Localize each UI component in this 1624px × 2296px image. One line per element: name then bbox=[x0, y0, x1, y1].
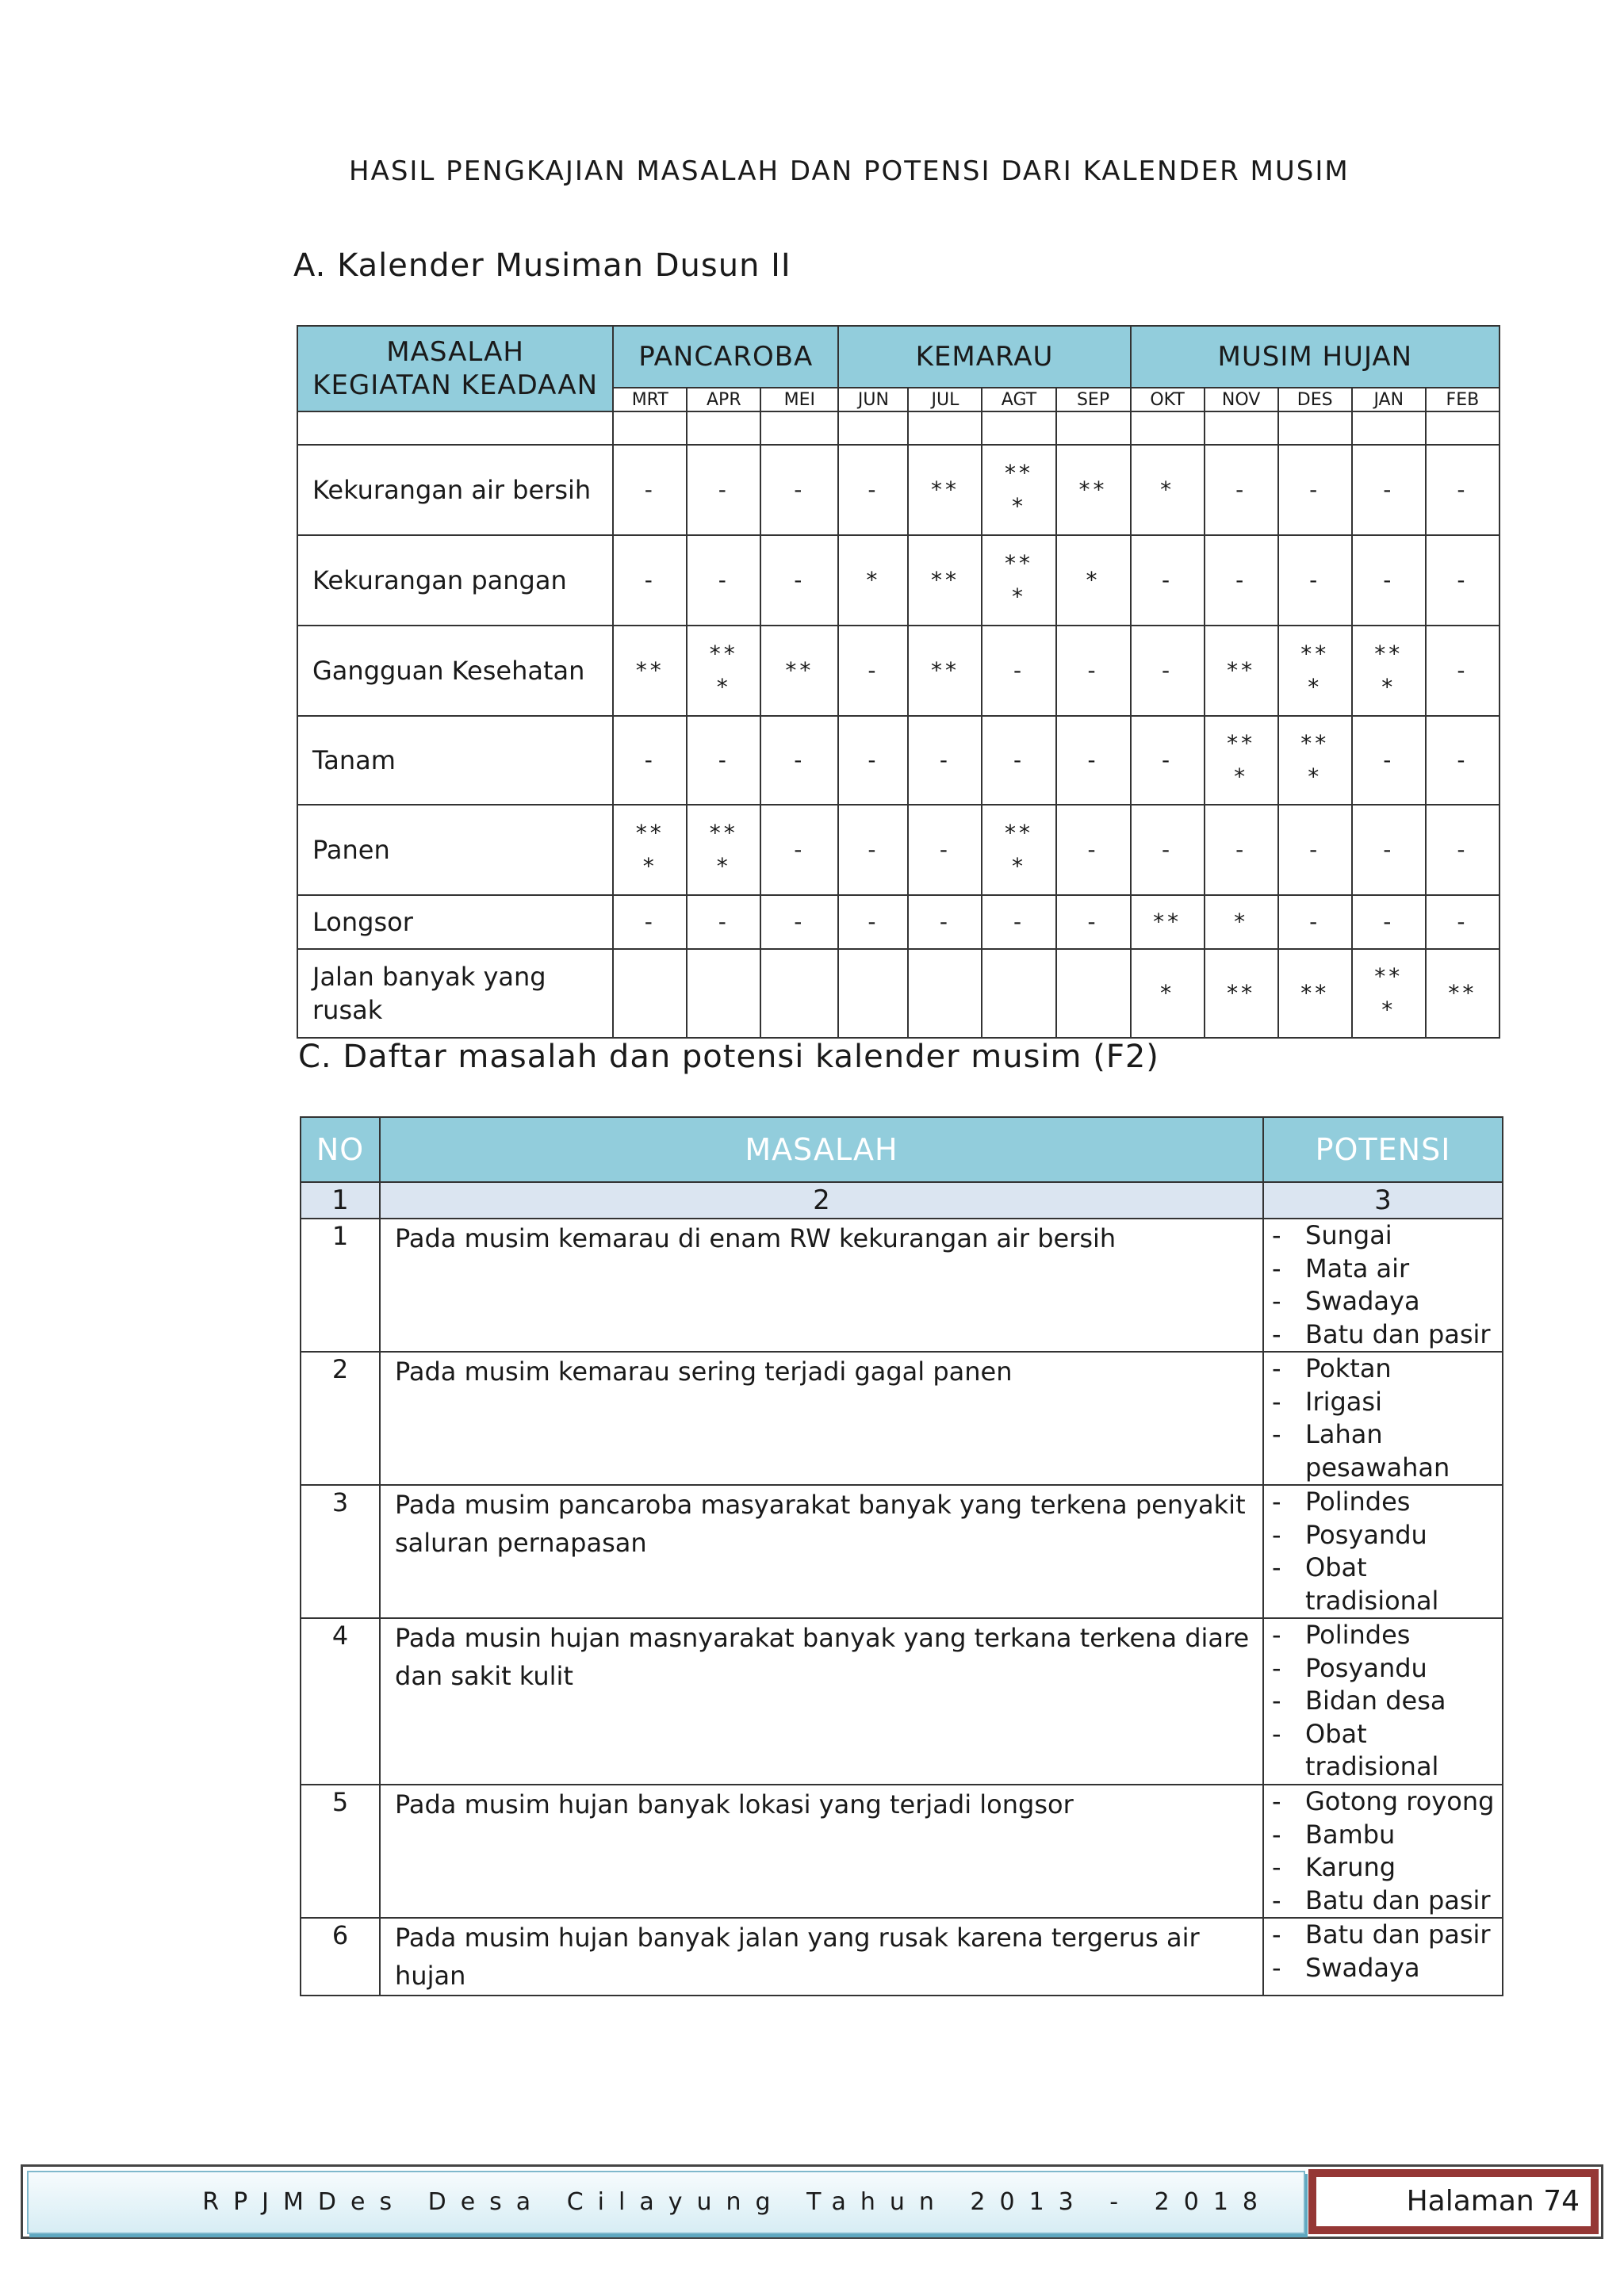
month-agt: AGT bbox=[982, 388, 1055, 411]
empty-cell bbox=[760, 411, 838, 445]
potential-list-cell bbox=[1263, 1352, 1503, 1485]
calendar-cell: - bbox=[1278, 805, 1352, 895]
dash-bullet: - bbox=[1272, 1686, 1281, 1716]
dash-bullet: - bbox=[1272, 1220, 1281, 1250]
calendar-row bbox=[297, 805, 1500, 895]
dash-bullet: - bbox=[1272, 1718, 1281, 1749]
calendar-cell: - bbox=[613, 716, 687, 805]
potential-list-cell bbox=[1263, 1618, 1503, 1785]
calendar-cell: - bbox=[1056, 805, 1131, 895]
problem-text: Pada musim pancaroba masyarakat banyak yang terkena penyakit saluran pernapasan bbox=[380, 1485, 1263, 1618]
calendar-cell: - bbox=[1426, 805, 1500, 895]
empty-cell bbox=[838, 411, 908, 445]
calendar-cell: - bbox=[982, 626, 1055, 716]
problem-no: 1 bbox=[301, 1219, 380, 1352]
calendar-row bbox=[297, 445, 1500, 535]
calendar-cell: - bbox=[1056, 626, 1131, 716]
potential-item bbox=[1272, 1885, 1502, 1918]
calendar-cell: - bbox=[760, 716, 838, 805]
calendar-cell: - bbox=[1352, 805, 1426, 895]
month-mrt: MRT bbox=[613, 388, 687, 411]
calendar-cell: - bbox=[613, 445, 687, 535]
dash-bullet: - bbox=[1272, 1353, 1281, 1383]
calendar-cell: - bbox=[1131, 626, 1205, 716]
calendar-cell: - bbox=[1426, 535, 1500, 626]
calendar-cell: - bbox=[760, 445, 838, 535]
footer-text: RPJMDes Desa Cilayung Tahun 2013 - 2018 bbox=[202, 2188, 1272, 2216]
empty-cell bbox=[1131, 411, 1205, 445]
dash-bullet: - bbox=[1272, 1386, 1281, 1417]
dash-bullet: - bbox=[1272, 1519, 1281, 1550]
season-kemarau: KEMARAU bbox=[838, 326, 1130, 388]
potential-item-text: Gotong royong bbox=[1305, 1786, 1495, 1816]
calendar-row bbox=[297, 949, 1500, 1038]
calendar-cell: * bbox=[1205, 895, 1278, 949]
calendar-cell: - bbox=[1426, 626, 1500, 716]
potential-list-cell bbox=[1263, 1219, 1503, 1352]
problem-no: 3 bbox=[301, 1485, 380, 1618]
problem-row bbox=[301, 1785, 1503, 1918]
calendar-row-label: Jalan banyak yang rusak bbox=[297, 949, 613, 1038]
empty-cell bbox=[1426, 411, 1500, 445]
footer-bar bbox=[27, 2171, 1305, 2234]
problem-row bbox=[301, 1352, 1503, 1485]
calendar-cell: ** bbox=[1278, 949, 1352, 1038]
calendar-cell: - bbox=[908, 805, 982, 895]
month-jan: JAN bbox=[1352, 388, 1426, 411]
page-number: Halaman 74 bbox=[1316, 2177, 1591, 2226]
calendar-cell: ** * bbox=[687, 805, 760, 895]
calendar-cell: ** * bbox=[982, 805, 1055, 895]
masalah-header-label: MASALAH KEGIATAN KEADAAN bbox=[312, 336, 599, 401]
dash-bullet: - bbox=[1272, 1552, 1281, 1582]
empty-cell bbox=[982, 411, 1055, 445]
calendar-cell: ** * bbox=[1352, 949, 1426, 1038]
month-des: DES bbox=[1278, 388, 1352, 411]
month-jun: JUN bbox=[838, 388, 908, 411]
calendar-row-label: Gangguan Kesehatan bbox=[297, 626, 613, 716]
potential-item bbox=[1272, 1718, 1502, 1784]
calendar-cell: - bbox=[1205, 535, 1278, 626]
calendar-cell: ** bbox=[1056, 445, 1131, 535]
potential-list-cell bbox=[1263, 1485, 1503, 1618]
calendar-cell: - bbox=[1056, 895, 1131, 949]
calendar-row-label: Longsor bbox=[297, 895, 613, 949]
calendar-cell: - bbox=[1426, 716, 1500, 805]
potential-item bbox=[1272, 1219, 1502, 1253]
calendar-cell: - bbox=[982, 716, 1055, 805]
calendar-cell: - bbox=[1056, 716, 1131, 805]
potential-list-cell bbox=[1263, 1918, 1503, 1996]
potential-item bbox=[1272, 1519, 1502, 1552]
calendar-cell: - bbox=[1278, 445, 1352, 535]
calendar-cell: - bbox=[613, 895, 687, 949]
calendar-cell: ** bbox=[1426, 949, 1500, 1038]
potential-item-text: Bambu bbox=[1305, 1819, 1396, 1850]
calendar-cell: ** * bbox=[982, 535, 1055, 626]
calendar-cell bbox=[1056, 949, 1131, 1038]
problem-no: 5 bbox=[301, 1785, 380, 1918]
potential-item-text: Obat tradisional bbox=[1305, 1718, 1439, 1781]
empty-cell bbox=[1278, 411, 1352, 445]
month-nov: NOV bbox=[1205, 388, 1278, 411]
calendar-cell: ** * bbox=[1278, 626, 1352, 716]
calendar-cell: - bbox=[1131, 716, 1205, 805]
dash-bullet: - bbox=[1272, 1819, 1281, 1850]
potential-item bbox=[1272, 1952, 1502, 1985]
potential-item bbox=[1272, 1253, 1502, 1286]
calendar-cell: - bbox=[1278, 895, 1352, 949]
potential-list-cell bbox=[1263, 1785, 1503, 1918]
calendar-cell bbox=[838, 949, 908, 1038]
calendar-cell bbox=[687, 949, 760, 1038]
calendar-cell: ** bbox=[908, 445, 982, 535]
header-no: NO bbox=[301, 1117, 380, 1182]
calendar-row bbox=[297, 895, 1500, 949]
dash-bullet: - bbox=[1272, 1419, 1281, 1449]
potential-item-text: Swadaya bbox=[1305, 1952, 1420, 1983]
calendar-cell: - bbox=[982, 895, 1055, 949]
calendar-row bbox=[297, 535, 1500, 626]
potential-item-text: Polindes bbox=[1305, 1487, 1411, 1517]
potential-item-text: Posyandu bbox=[1305, 1519, 1427, 1550]
subheader-2: 2 bbox=[380, 1182, 1263, 1219]
calendar-cell: - bbox=[760, 535, 838, 626]
calendar-row bbox=[297, 716, 1500, 805]
potential-item-text: Polindes bbox=[1305, 1620, 1411, 1650]
potential-item-text: Poktan bbox=[1305, 1353, 1392, 1383]
potential-item bbox=[1272, 1418, 1502, 1484]
calendar-cell: - bbox=[838, 716, 908, 805]
calendar-cell: - bbox=[1352, 716, 1426, 805]
calendar-cell bbox=[613, 949, 687, 1038]
calendar-cell: - bbox=[838, 445, 908, 535]
subheader-1: 1 bbox=[301, 1182, 380, 1219]
potential-item-text: Batu dan pasir bbox=[1305, 1919, 1491, 1950]
problem-text: Pada musim hujan banyak jalan yang rusak karena tergerus air hujan bbox=[380, 1918, 1263, 1996]
calendar-cell: - bbox=[1278, 535, 1352, 626]
potential-item-text: Bidan desa bbox=[1305, 1686, 1446, 1716]
calendar-cell: ** bbox=[1131, 895, 1205, 949]
potential-item-text: Batu dan pasir bbox=[1305, 1885, 1491, 1915]
calendar-cell: * bbox=[1056, 535, 1131, 626]
calendar-cell: - bbox=[760, 895, 838, 949]
calendar-cell: - bbox=[687, 716, 760, 805]
month-sep: SEP bbox=[1056, 388, 1131, 411]
dash-bullet: - bbox=[1272, 1487, 1281, 1517]
calendar-cell: - bbox=[1426, 895, 1500, 949]
empty-cell bbox=[1056, 411, 1131, 445]
problem-row bbox=[301, 1618, 1503, 1785]
seasonal-calendar-table bbox=[297, 325, 1500, 1039]
potential-item-text: Swadaya bbox=[1305, 1286, 1420, 1316]
calendar-cell: ** * bbox=[687, 626, 760, 716]
calendar-cell: ** * bbox=[1205, 716, 1278, 805]
empty-cell bbox=[297, 411, 613, 445]
dash-bullet: - bbox=[1272, 1885, 1281, 1915]
calendar-cell: ** bbox=[1205, 949, 1278, 1038]
calendar-cell: ** * bbox=[613, 805, 687, 895]
dash-bullet: - bbox=[1272, 1286, 1281, 1316]
potential-item bbox=[1272, 1386, 1502, 1419]
potential-item-text: Mata air bbox=[1305, 1253, 1410, 1284]
problem-no: 4 bbox=[301, 1618, 380, 1785]
calendar-cell: - bbox=[838, 805, 908, 895]
empty-cell bbox=[1352, 411, 1426, 445]
calendar-cell: - bbox=[760, 805, 838, 895]
problem-no: 6 bbox=[301, 1918, 380, 1996]
calendar-cell: - bbox=[1352, 445, 1426, 535]
page-title: HASIL PENGKAJIAN MASALAH DAN POTENSI DARI KALENDER MUSIM bbox=[349, 155, 1350, 187]
dash-bullet: - bbox=[1272, 1318, 1281, 1349]
dash-bullet: - bbox=[1272, 1852, 1281, 1882]
calendar-row-label: Kekurangan air bersih bbox=[297, 445, 613, 535]
potential-item bbox=[1272, 1919, 1502, 1952]
calendar-cell: - bbox=[687, 895, 760, 949]
problem-row bbox=[301, 1918, 1503, 1996]
potential-item bbox=[1272, 1619, 1502, 1652]
month-feb: FEB bbox=[1426, 388, 1500, 411]
season-musim-hujan: MUSIM HUJAN bbox=[1131, 326, 1500, 388]
header-masalah: MASALAH bbox=[380, 1117, 1263, 1182]
potential-item bbox=[1272, 1685, 1502, 1718]
calendar-cell: - bbox=[838, 626, 908, 716]
calendar-row-label: Tanam bbox=[297, 716, 613, 805]
calendar-cell: ** bbox=[1205, 626, 1278, 716]
calendar-cell bbox=[908, 949, 982, 1038]
calendar-cell: ** bbox=[760, 626, 838, 716]
dash-bullet: - bbox=[1272, 1253, 1281, 1284]
calendar-cell: * bbox=[838, 535, 908, 626]
masalah-header bbox=[297, 326, 613, 411]
problem-no: 2 bbox=[301, 1352, 380, 1485]
problem-text: Pada musin hujan masnyarakat banyak yang terkana terkena diare dan sakit kulit bbox=[380, 1618, 1263, 1785]
potential-item-text: Sungai bbox=[1305, 1220, 1392, 1250]
calendar-row-label: Kekurangan pangan bbox=[297, 535, 613, 626]
month-apr: APR bbox=[687, 388, 760, 411]
empty-cell bbox=[908, 411, 982, 445]
empty-cell bbox=[687, 411, 760, 445]
calendar-cell: * bbox=[1131, 445, 1205, 535]
calendar-cell: - bbox=[1131, 535, 1205, 626]
potential-item-text: Karung bbox=[1305, 1852, 1396, 1882]
calendar-cell: - bbox=[1205, 445, 1278, 535]
section-c-heading: C. Daftar masalah dan potensi kalender musim (F2) bbox=[298, 1039, 1159, 1075]
problem-row bbox=[301, 1485, 1503, 1618]
empty-cell bbox=[613, 411, 687, 445]
potential-item bbox=[1272, 1353, 1502, 1386]
calendar-cell: - bbox=[1352, 895, 1426, 949]
month-okt: OKT bbox=[1131, 388, 1205, 411]
calendar-cell: ** * bbox=[1278, 716, 1352, 805]
header-potensi: POTENSI bbox=[1263, 1117, 1503, 1182]
subheader-3: 3 bbox=[1263, 1182, 1503, 1219]
month-jul: JUL bbox=[908, 388, 982, 411]
calendar-cell: - bbox=[838, 895, 908, 949]
potential-item-text: Batu dan pasir bbox=[1305, 1318, 1491, 1349]
dash-bullet: - bbox=[1272, 1786, 1281, 1816]
calendar-cell: - bbox=[1131, 805, 1205, 895]
dash-bullet: - bbox=[1272, 1952, 1281, 1983]
potential-item bbox=[1272, 1285, 1502, 1318]
calendar-cell: ** bbox=[613, 626, 687, 716]
dash-bullet: - bbox=[1272, 1620, 1281, 1650]
calendar-cell: - bbox=[1352, 535, 1426, 626]
calendar-cell bbox=[982, 949, 1055, 1038]
calendar-cell bbox=[760, 949, 838, 1038]
potential-item bbox=[1272, 1785, 1502, 1819]
calendar-cell: - bbox=[687, 535, 760, 626]
potential-item-text: Irigasi bbox=[1305, 1386, 1382, 1417]
potential-item-text: Obat tradisional bbox=[1305, 1552, 1439, 1616]
page-number-box bbox=[1308, 2169, 1599, 2234]
potential-item bbox=[1272, 1851, 1502, 1885]
calendar-cell: - bbox=[908, 716, 982, 805]
potential-item bbox=[1272, 1318, 1502, 1352]
potential-item-text: Lahan pesawahan bbox=[1305, 1419, 1450, 1483]
dash-bullet: - bbox=[1272, 1919, 1281, 1950]
calendar-cell: - bbox=[1205, 805, 1278, 895]
calendar-cell: - bbox=[908, 895, 982, 949]
potential-item bbox=[1272, 1819, 1502, 1852]
problem-text: Pada musim kemarau di enam RW kekurangan air bersih bbox=[380, 1219, 1263, 1352]
empty-cell bbox=[1205, 411, 1278, 445]
potential-item bbox=[1272, 1652, 1502, 1686]
section-a-heading: A. Kalender Musiman Dusun II bbox=[293, 247, 791, 284]
potential-item-text: Posyandu bbox=[1305, 1652, 1427, 1683]
calendar-row bbox=[297, 626, 1500, 716]
calendar-cell: * bbox=[1131, 949, 1205, 1038]
problem-text: Pada musim hujan banyak lokasi yang terjadi longsor bbox=[380, 1785, 1263, 1918]
month-mei: MEI bbox=[760, 388, 838, 411]
potential-item bbox=[1272, 1552, 1502, 1617]
calendar-cell: - bbox=[687, 445, 760, 535]
calendar-cell: - bbox=[1426, 445, 1500, 535]
dash-bullet: - bbox=[1272, 1652, 1281, 1683]
calendar-cell: ** bbox=[908, 535, 982, 626]
problem-row bbox=[301, 1219, 1503, 1352]
calendar-cell: - bbox=[613, 535, 687, 626]
problem-text: Pada musim kemarau sering terjadi gagal panen bbox=[380, 1352, 1263, 1485]
calendar-cell: ** * bbox=[982, 445, 1055, 535]
calendar-cell: ** bbox=[908, 626, 982, 716]
season-pancaroba: PANCAROBA bbox=[613, 326, 838, 388]
potential-item bbox=[1272, 1486, 1502, 1519]
problems-potential-table bbox=[300, 1116, 1503, 1996]
calendar-row-label: Panen bbox=[297, 805, 613, 895]
calendar-cell: ** * bbox=[1352, 626, 1426, 716]
